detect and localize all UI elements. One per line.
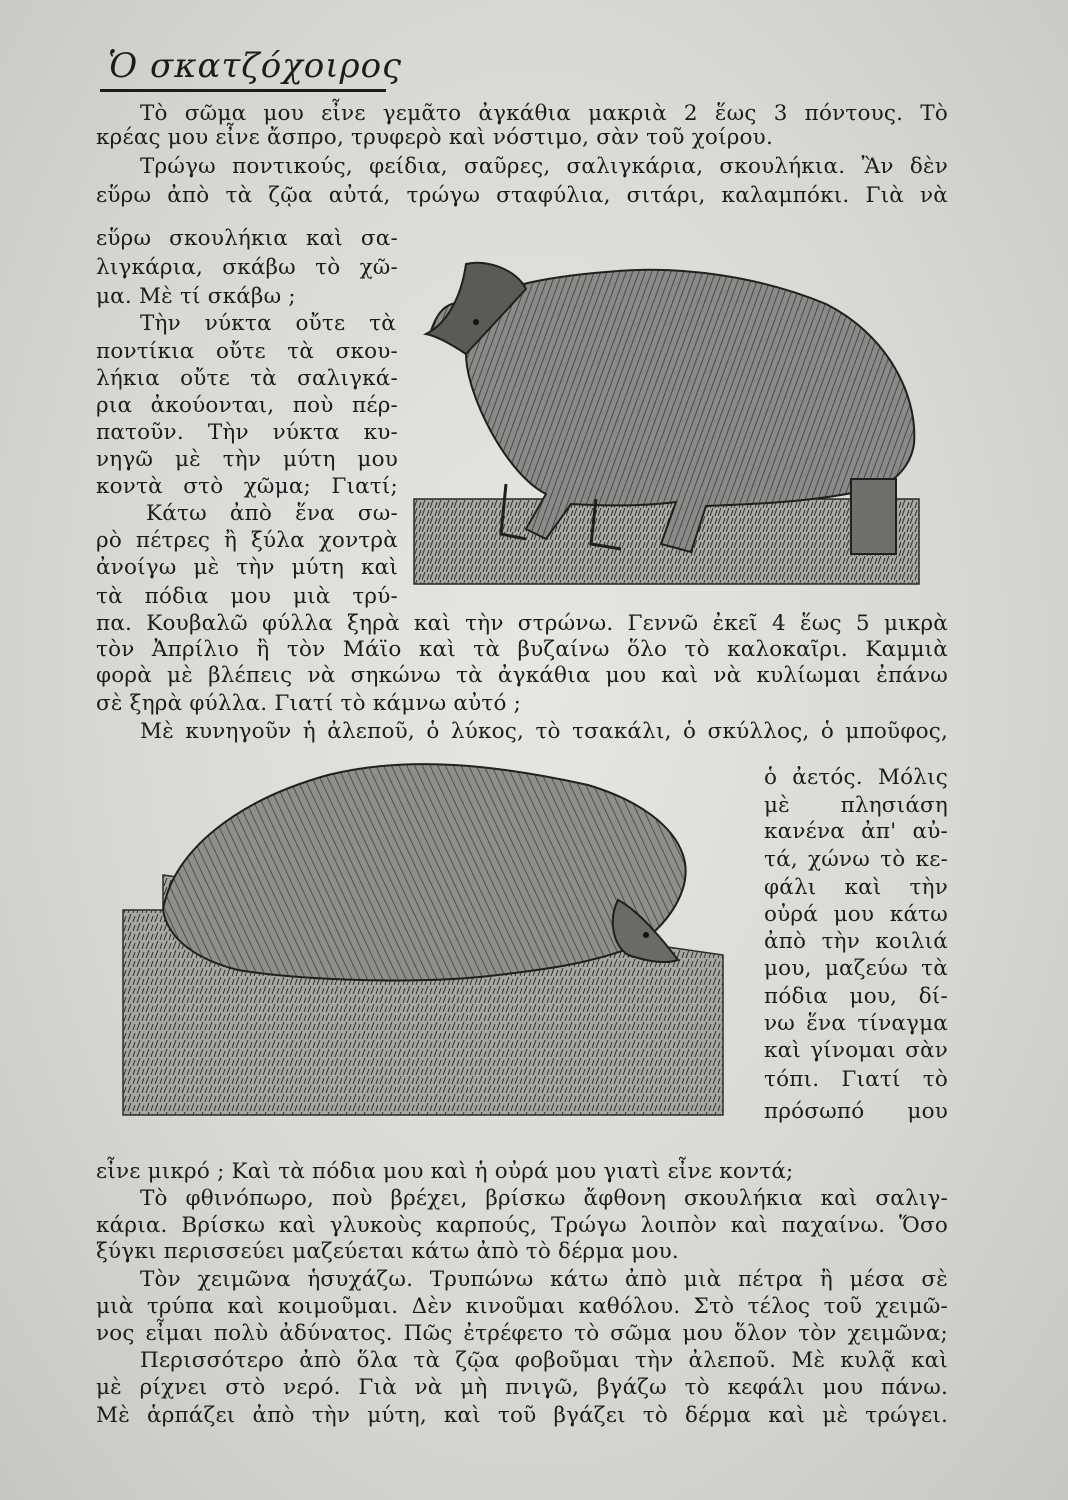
text-line: ἀνοίγω μὲ τὴν μύτη καὶ <box>96 555 398 580</box>
text-line: Τὸ σῶμα μου εἶνε γεμᾶτο ἀγκάθια μακριὰ 2 ἕως 3 πόντους. Τὸ <box>140 101 948 126</box>
text-line: μὲ πλησιάση <box>764 793 948 818</box>
text-line: Μὲ ἁρπάζει ἀπὸ τὴν μύτη, καὶ τοῦ βγάζει τὸ δέρμα καὶ μὲ τρώγει. <box>96 1403 948 1428</box>
text-line: Τὴν νύκτα οὔτε τὰ <box>140 311 396 336</box>
text-line: μιὰ τρύπα καὶ κοιμοῦμαι. Δὲν κινοῦμαι καθόλου. Στὸ τέλος τοῦ χειμῶ- <box>96 1294 948 1319</box>
text-line: πόδια μου, δί- <box>764 984 948 1009</box>
text-line: ποντίκια οὔτε τὰ σκου- <box>96 339 398 364</box>
text-line: μα. Μὲ τί σκάβω ; <box>96 284 296 309</box>
text-line: κρέας μου εἶνε ἄσπρο, τρυφερὸ καὶ νόστιμο, σὰν τοῦ χοίρου. <box>96 125 773 150</box>
text-line: λιγκάρια, σκάβω τὸ χῶ- <box>96 255 398 280</box>
text-line: νος εἶμαι πολὺ ἀδύνατος. Πῶς ἐτρέφετο τὸ σῶμα μου ὅλον τὸν χειμῶνα; <box>96 1321 948 1346</box>
text-line: φάλι καὶ τὴν <box>764 875 948 900</box>
text-line: Τρώγω ποντικούς, φείδια, σαῦρες, σαλιγκάρια, σκουλήκια. Ἂν δὲν <box>140 154 948 179</box>
text-line: σὲ ξηρὰ φύλλα. Γιατί τὸ κάμνω αὐτό ; <box>96 691 522 716</box>
text-line: νω ἕνα τίναγμα <box>764 1011 948 1036</box>
text-line: εὕρω σκουλήκια καὶ σα- <box>96 226 398 251</box>
text-line: οὐρά μου κάτω <box>764 902 948 927</box>
text-line: Τὸ φθινόπωρο, ποὺ βρέχει, βρίσκω ἄφθονη σκουλήκια καὶ σαλιγ- <box>140 1186 948 1211</box>
text-line: ὁ ἀετός. Μόλις <box>764 765 948 790</box>
text-line: πατοῦν. Τὴν νύκτα κυ- <box>96 420 398 445</box>
title-underline <box>100 89 386 92</box>
page-title: Ὁ σκατζόχοιρος <box>108 46 403 86</box>
text-line: ἀπὸ τὴν κοιλιά <box>764 929 948 954</box>
text-line: τὸν Ἀπρίλιο ἢ τὸν Μάϊο καὶ τὰ βυζαίνω ὅλο τὸ καλοκαῖρι. Καμμιὰ <box>96 637 948 662</box>
text-line: πρόσωπό μου <box>764 1099 948 1124</box>
text-line: κοντὰ στὸ χῶμα; Γιατί; <box>96 474 398 499</box>
text-line: κάρια. Βρίσκω καὶ γλυκοὺς καρπούς, Τρώγω λοιπὸν καὶ παχαίνω. Ὅσο <box>96 1213 948 1238</box>
text-line: φορὰ μὲ βλέπεις νὰ σηκώνω τὰ ἀγκάθια μου καὶ νὰ κυλίωμαι ἐπάνω <box>96 663 948 688</box>
text-line: ρια ἀκούονται, ποὺ πέρ- <box>96 393 398 418</box>
text-line: τὰ πόδια μου μιὰ τρύ- <box>96 584 398 609</box>
text-line: καὶ γίνομαι σὰν <box>764 1038 948 1063</box>
text-line: λήκια οὔτε τὰ σαλιγκά- <box>96 366 398 391</box>
text-line: πα. Κουβαλῶ φύλλα ξηρὰ καὶ τὴν στρώνω. Γεννῶ ἐκεῖ 4 ἕως 5 μικρὰ <box>96 611 948 636</box>
text-line: νηγῶ μὲ τὴν μύτη μου <box>96 447 398 472</box>
text-line: μὲ ρίχνει στὸ νερό. Γιὰ νὰ μὴ πνιγῶ, βγάζω τὸ κεφάλι μου πάνω. <box>96 1375 948 1400</box>
text-line: Τὸν χειμῶνα ἡσυχάζω. Τρυπώνω κάτω ἀπὸ μιὰ πέτρα ἢ μέσα σὲ <box>140 1267 948 1292</box>
hedgehog-walking-illustration <box>406 244 926 589</box>
text-line: ξύγκι περισσεύει μαζεύεται κάτω ἀπὸ τὸ δέρμα μου. <box>96 1239 679 1264</box>
text-line: Μὲ κυνηγοῦν ἡ ἀλεποῦ, ὁ λύκος, τὸ τσακάλι, ὁ σκύλλος, ὁ μποῦφος, <box>140 719 948 744</box>
text-line: εὕρω ἀπὸ τὰ ζῷα αὐτά, τρώγω σταφύλια, σιτάρι, καλαμπόκι. Γιὰ νὰ <box>96 183 948 208</box>
text-line: τά, χώνω τὸ κε- <box>764 847 948 872</box>
text-line: Περισσότερο ἀπὸ ὅλα τὰ ζῷα φοβοῦμαι τὴν ἀλεποῦ. Μὲ κυλᾷ καὶ <box>140 1348 948 1373</box>
hedgehog-resting-illustration <box>118 760 748 1120</box>
text-line: μου, μαζεύω τὰ <box>764 956 948 981</box>
text-line: τόπι. Γιατί τὸ <box>764 1067 948 1092</box>
text-line: κανένα ἀπ' αὐ- <box>764 819 948 844</box>
text-line: εἶνε μικρό ; Καὶ τὰ πόδια μου καὶ ἡ οὐρά μου γιατὶ εἶνε κοντά; <box>96 1159 794 1184</box>
text-line: Κάτω ἀπὸ ἕνα σω- <box>146 501 398 526</box>
text-line: ρὸ πέτρες ἢ ξύλα χοντρὰ <box>96 528 398 553</box>
